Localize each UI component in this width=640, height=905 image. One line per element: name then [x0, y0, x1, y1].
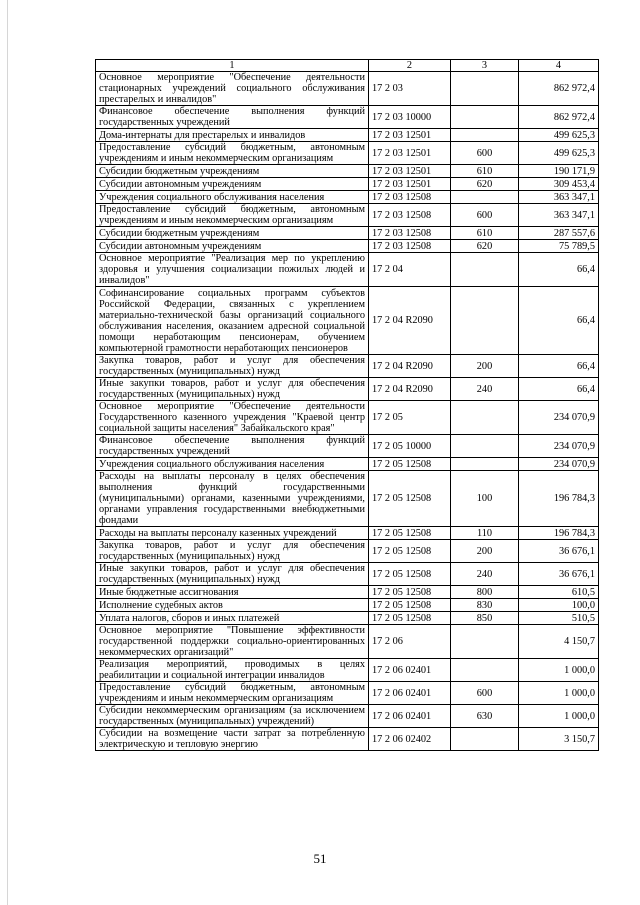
table-row	[96, 599, 599, 612]
table-row	[96, 204, 599, 227]
vr-cell: 600	[451, 682, 519, 705]
sum-cell: 234 070,9	[519, 401, 599, 435]
table-row	[96, 705, 599, 728]
vr-cell: 200	[451, 540, 519, 563]
table-row	[96, 540, 599, 563]
name-cell: Учреждения социального обслуживания населения	[96, 458, 369, 471]
code-cell: 17 2 06 02401	[369, 682, 451, 705]
name-cell: Финансовое обеспечение выполнения функций государственных учреждений	[96, 106, 369, 129]
table-row	[96, 227, 599, 240]
code-cell: 17 2 04 R2090	[369, 287, 451, 355]
sum-cell: 1 000,0	[519, 659, 599, 682]
sum-cell: 287 557,6	[519, 227, 599, 240]
sum-cell: 234 070,9	[519, 458, 599, 471]
name-cell: Учреждения социального обслуживания населения	[96, 191, 369, 204]
name-cell: Иные закупки товаров, работ и услуг для обеспечения государственных (муниципальных) нужд	[96, 378, 369, 401]
table-row	[96, 563, 599, 586]
table-row	[96, 165, 599, 178]
sum-cell: 610,5	[519, 586, 599, 599]
code-cell: 17 2 03 12501	[369, 165, 451, 178]
sum-cell: 100,0	[519, 599, 599, 612]
code-cell: 17 2 04 R2090	[369, 378, 451, 401]
header-col-4: 4	[519, 60, 599, 72]
name-cell: Иные бюджетные ассигнования	[96, 586, 369, 599]
code-cell: 17 2 03 12508	[369, 227, 451, 240]
sum-cell: 196 784,3	[519, 471, 599, 527]
code-cell: 17 2 03 12501	[369, 129, 451, 142]
sum-cell: 1 000,0	[519, 682, 599, 705]
name-cell: Расходы на выплаты персоналу в целях обеспечения выполнения функций государственными (муниципальными) органами, казенными учреждениями, органами управления государственными внебюджетными фондами	[96, 471, 369, 527]
name-cell: Субсидии бюджетным учреждениям	[96, 165, 369, 178]
name-cell: Основное мероприятие "Повышение эффективности государственной поддержки социально-ориентированных некоммерческих организаций"	[96, 625, 369, 659]
table-row	[96, 178, 599, 191]
vr-cell	[451, 435, 519, 458]
table-header-row	[96, 60, 599, 72]
code-cell: 17 2 05 12508	[369, 586, 451, 599]
vr-cell	[451, 129, 519, 142]
sum-cell: 510,5	[519, 612, 599, 625]
table-row	[96, 253, 599, 287]
sum-cell: 36 676,1	[519, 540, 599, 563]
sum-cell: 66,4	[519, 253, 599, 287]
vr-cell: 620	[451, 178, 519, 191]
vr-cell: 830	[451, 599, 519, 612]
header-col-3: 3	[451, 60, 519, 72]
sum-cell: 66,4	[519, 287, 599, 355]
vr-cell	[451, 287, 519, 355]
vr-cell	[451, 659, 519, 682]
vr-cell: 240	[451, 563, 519, 586]
name-cell: Предоставление субсидий бюджетным, автономным учреждениям и иным некоммерческим организациям	[96, 142, 369, 165]
code-cell: 17 2 03 12501	[369, 178, 451, 191]
code-cell: 17 2 06 02402	[369, 728, 451, 751]
name-cell: Софинансирование социальных программ субъектов Российской Федерации, связанных с укреплением материально-технической базы организаций социального обслуживания населения, оказанием адресной социальной помощи неработающим пенсионерам, обучением компьютерной грамотности неработающих пенсионеров	[96, 287, 369, 355]
table-row	[96, 728, 599, 751]
name-cell: Уплата налогов, сборов и иных платежей	[96, 612, 369, 625]
sum-cell: 499 625,3	[519, 142, 599, 165]
table-row	[96, 191, 599, 204]
sum-cell: 234 070,9	[519, 435, 599, 458]
table-row	[96, 129, 599, 142]
code-cell: 17 2 06 02401	[369, 659, 451, 682]
table-row	[96, 458, 599, 471]
code-cell: 17 2 03 12508	[369, 204, 451, 227]
name-cell: Реализация мероприятий, проводимых в целях реабилитации и социальной интеграции инвалидов	[96, 659, 369, 682]
vr-cell	[451, 253, 519, 287]
table-body	[96, 72, 599, 751]
name-cell: Субсидии автономным учреждениям	[96, 240, 369, 253]
code-cell: 17 2 05 12508	[369, 612, 451, 625]
name-cell: Субсидии некоммерческим организациям (за исключением государственных (муниципальных) учреждений)	[96, 705, 369, 728]
vr-cell: 800	[451, 586, 519, 599]
table-row	[96, 527, 599, 540]
sum-cell: 309 453,4	[519, 178, 599, 191]
sum-cell: 862 972,4	[519, 106, 599, 129]
page-number: 51	[313, 851, 327, 866]
vr-cell: 600	[451, 142, 519, 165]
name-cell: Основное мероприятие "Реализация мер по укреплению здоровья и улучшения социализации пожилых людей и инвалидов"	[96, 253, 369, 287]
code-cell: 17 2 05 12508	[369, 563, 451, 586]
code-cell: 17 2 04	[369, 253, 451, 287]
name-cell: Закупка товаров, работ и услуг для обеспечения государственных (муниципальных) нужд	[96, 355, 369, 378]
budget-table	[95, 59, 599, 751]
table-row	[96, 682, 599, 705]
scan-edge-line	[7, 0, 8, 905]
sum-cell: 196 784,3	[519, 527, 599, 540]
vr-cell	[451, 458, 519, 471]
vr-cell	[451, 728, 519, 751]
code-cell: 17 2 05 12508	[369, 527, 451, 540]
vr-cell: 630	[451, 705, 519, 728]
table-row	[96, 401, 599, 435]
vr-cell	[451, 625, 519, 659]
code-cell: 17 2 03 12508	[369, 191, 451, 204]
table-row	[96, 240, 599, 253]
table-row	[96, 659, 599, 682]
name-cell: Иные закупки товаров, работ и услуг для обеспечения государственных (муниципальных) нужд	[96, 563, 369, 586]
sum-cell: 3 150,7	[519, 728, 599, 751]
code-cell: 17 2 05 10000	[369, 435, 451, 458]
vr-cell: 850	[451, 612, 519, 625]
sum-cell: 190 171,9	[519, 165, 599, 178]
vr-cell: 200	[451, 355, 519, 378]
table-row	[96, 586, 599, 599]
vr-cell: 610	[451, 227, 519, 240]
vr-cell: 620	[451, 240, 519, 253]
table-row	[96, 435, 599, 458]
code-cell: 17 2 03 12508	[369, 240, 451, 253]
table-row	[96, 378, 599, 401]
code-cell: 17 2 03 12501	[369, 142, 451, 165]
vr-cell: 110	[451, 527, 519, 540]
name-cell: Основное мероприятие "Обеспечение деятельности Государственного казенного учреждения "Краевой центр социальной защиты населения" Забайкальского края"	[96, 401, 369, 435]
table-row	[96, 106, 599, 129]
table-row	[96, 625, 599, 659]
name-cell: Субсидии бюджетным учреждениям	[96, 227, 369, 240]
name-cell: Субсидии автономным учреждениям	[96, 178, 369, 191]
name-cell: Закупка товаров, работ и услуг для обеспечения государственных (муниципальных) нужд	[96, 540, 369, 563]
code-cell: 17 2 05 12508	[369, 471, 451, 527]
code-cell: 17 2 04 R2090	[369, 355, 451, 378]
vr-cell	[451, 106, 519, 129]
code-cell: 17 2 06 02401	[369, 705, 451, 728]
name-cell: Субсидии на возмещение части затрат за потребленную электрическую и тепловую энергию	[96, 728, 369, 751]
code-cell: 17 2 05 12508	[369, 458, 451, 471]
table-row	[96, 142, 599, 165]
sum-cell: 363 347,1	[519, 191, 599, 204]
sum-cell: 499 625,3	[519, 129, 599, 142]
vr-cell: 100	[451, 471, 519, 527]
name-cell: Предоставление субсидий бюджетным, автономным учреждениям и иным некоммерческим организациям	[96, 204, 369, 227]
vr-cell: 600	[451, 204, 519, 227]
code-cell: 17 2 05	[369, 401, 451, 435]
name-cell: Исполнение судебных актов	[96, 599, 369, 612]
sum-cell: 363 347,1	[519, 204, 599, 227]
vr-cell	[451, 191, 519, 204]
sum-cell: 1 000,0	[519, 705, 599, 728]
code-cell: 17 2 03 10000	[369, 106, 451, 129]
code-cell: 17 2 03	[369, 72, 451, 106]
name-cell: Предоставление субсидий бюджетным, автономным учреждениям и иным некоммерческим организациям	[96, 682, 369, 705]
vr-cell	[451, 72, 519, 106]
sum-cell: 75 789,5	[519, 240, 599, 253]
code-cell: 17 2 05 12508	[369, 599, 451, 612]
table-row	[96, 287, 599, 355]
sum-cell: 4 150,7	[519, 625, 599, 659]
header-col-2: 2	[369, 60, 451, 72]
vr-cell: 240	[451, 378, 519, 401]
vr-cell	[451, 401, 519, 435]
code-cell: 17 2 05 12508	[369, 540, 451, 563]
sum-cell: 66,4	[519, 355, 599, 378]
table-row	[96, 471, 599, 527]
sum-cell: 66,4	[519, 378, 599, 401]
table-row	[96, 612, 599, 625]
code-cell: 17 2 06	[369, 625, 451, 659]
header-col-1: 1	[96, 60, 369, 72]
name-cell: Финансовое обеспечение выполнения функций государственных учреждений	[96, 435, 369, 458]
sum-cell: 36 676,1	[519, 563, 599, 586]
name-cell: Расходы на выплаты персоналу казенных учреждений	[96, 527, 369, 540]
name-cell: Дома-интернаты для престарелых и инвалидов	[96, 129, 369, 142]
table-row	[96, 355, 599, 378]
name-cell: Основное мероприятие "Обеспечение деятельности стационарных учреждений социального обслуживания престарелых и инвалидов"	[96, 72, 369, 106]
table-row	[96, 72, 599, 106]
sum-cell: 862 972,4	[519, 72, 599, 106]
vr-cell: 610	[451, 165, 519, 178]
